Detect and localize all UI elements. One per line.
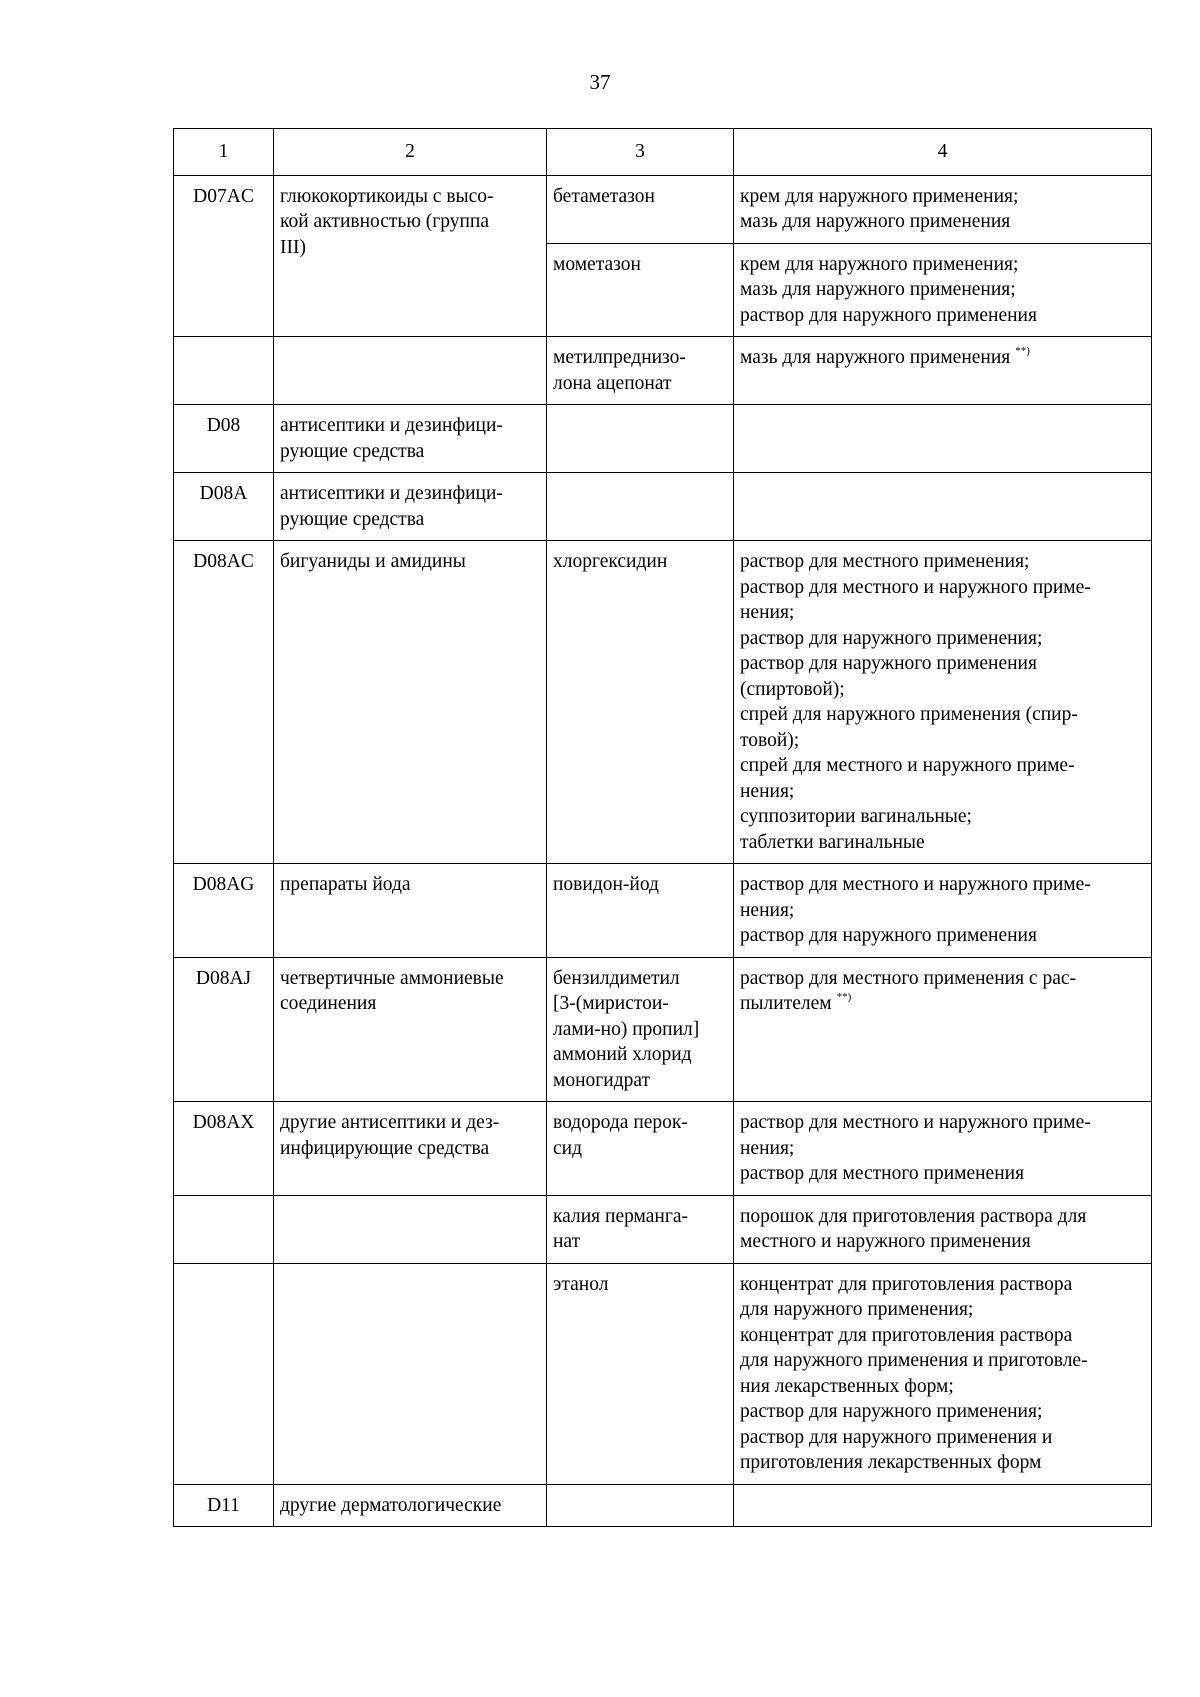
dosage-form-text: спрей для местного и наружного приме- bbox=[740, 755, 1075, 776]
dosage-form-text: раствор для наружного применения bbox=[740, 653, 1037, 674]
dosage-form-text: раствор для наружного применения; bbox=[740, 627, 1043, 649]
dosage-form-text: раствор для наружного применения bbox=[740, 304, 1037, 326]
group-name-line: глюкокортикоиды с высо- bbox=[280, 185, 494, 207]
dosage-form-text: пылителем bbox=[740, 993, 832, 1014]
atc-code-cell bbox=[174, 337, 274, 405]
dosage-form-text: раствор для местного и наружного приме- bbox=[740, 874, 1091, 895]
atc-code-cell: D08 bbox=[174, 405, 274, 473]
dosage-forms-cell bbox=[734, 337, 1152, 405]
dosage-form-line bbox=[740, 702, 1145, 728]
group-name-line: четвертичные аммониевые bbox=[280, 967, 504, 989]
substance-name-cell bbox=[547, 405, 734, 473]
group-name-cell bbox=[274, 337, 547, 405]
dosage-form-line bbox=[740, 872, 1145, 898]
group-name-line: соединения bbox=[280, 993, 377, 1014]
dosage-forms-cell bbox=[734, 1102, 1152, 1196]
dosage-form-text: товой); bbox=[740, 729, 800, 751]
table-row bbox=[174, 864, 1152, 958]
group-name-line: инфицирующие средства bbox=[280, 1137, 490, 1159]
group-name-cell bbox=[274, 1263, 547, 1484]
dosage-form-text: раствор для наружного применения; bbox=[740, 1401, 1043, 1422]
dosage-form-text: таблетки вагинальные bbox=[740, 831, 925, 853]
dosage-form-text: нения; bbox=[740, 899, 795, 921]
dosage-form-line bbox=[740, 1110, 1145, 1136]
dosage-form-line bbox=[740, 728, 1145, 754]
dosage-form-line bbox=[740, 549, 1145, 575]
substance-name-cell bbox=[547, 337, 734, 405]
group-name-line: препараты йода bbox=[280, 874, 411, 895]
table-row bbox=[174, 541, 1152, 864]
dosage-form-text: раствор для местного применения bbox=[740, 1163, 1025, 1184]
header-cell-1: 1 bbox=[174, 129, 274, 176]
dosage-form-line bbox=[740, 303, 1145, 329]
substance-name-cell bbox=[547, 1263, 734, 1484]
substance-name-line: сид bbox=[553, 1137, 583, 1159]
substance-name-cell bbox=[547, 1484, 734, 1527]
group-name-line: III) bbox=[280, 236, 306, 258]
atc-code-cell: D07AC bbox=[174, 175, 274, 337]
drug-table bbox=[173, 128, 1152, 1527]
substance-name-cell bbox=[547, 957, 734, 1102]
group-name-cell bbox=[274, 1195, 547, 1263]
table-body bbox=[174, 175, 1152, 1527]
dosage-form-text: для наружного применения; bbox=[740, 1299, 974, 1320]
group-name-line: рующие средства bbox=[280, 440, 425, 462]
dosage-form-line bbox=[740, 209, 1145, 235]
dosage-form-text: для наружного применения и приготовле- bbox=[740, 1350, 1088, 1371]
table-row bbox=[174, 175, 1152, 243]
substance-name-line: лона ацепонат bbox=[553, 372, 672, 394]
dosage-form-text: суппозитории вагинальные; bbox=[740, 806, 972, 827]
atc-code-cell: D08AG bbox=[174, 864, 274, 958]
dosage-form-line bbox=[740, 966, 1145, 992]
dosage-form-text: раствор для местного и наружного приме- bbox=[740, 576, 1091, 598]
dosage-forms-cell bbox=[734, 1195, 1152, 1263]
dosage-form-line bbox=[740, 1450, 1145, 1476]
dosage-forms-cell bbox=[734, 864, 1152, 958]
dosage-form-text: нения; bbox=[740, 1137, 795, 1159]
footnote-mark: **) bbox=[1015, 345, 1030, 357]
dosage-form-text: мазь для наружного применения bbox=[740, 211, 1011, 232]
dosage-form-line bbox=[740, 991, 1145, 1017]
group-name-line: другие дерматологические bbox=[280, 1494, 502, 1516]
dosage-form-line bbox=[740, 345, 1145, 371]
dosage-form-line bbox=[740, 277, 1145, 303]
atc-code-cell: D11 bbox=[174, 1484, 274, 1527]
dosage-form-line bbox=[740, 1374, 1145, 1400]
group-name-line: другие антисептики и дез- bbox=[280, 1112, 500, 1133]
group-name-cell bbox=[274, 1102, 547, 1196]
dosage-form-line bbox=[740, 830, 1145, 856]
dosage-form-line bbox=[740, 1136, 1145, 1162]
dosage-forms-cell bbox=[734, 1263, 1152, 1484]
group-name-line: антисептики и дезинфици- bbox=[280, 483, 503, 504]
atc-code-cell: D08AC bbox=[174, 541, 274, 864]
substance-name-cell bbox=[547, 1195, 734, 1263]
table-row bbox=[174, 405, 1152, 473]
dosage-forms-cell bbox=[734, 473, 1152, 541]
dosage-form-text: концентрат для приготовления раствора bbox=[740, 1273, 1073, 1295]
dosage-form-text: нения; bbox=[740, 780, 795, 802]
substance-name-line: бензилдиметил bbox=[553, 967, 680, 989]
group-name-cell bbox=[274, 864, 547, 958]
group-name-line: антисептики и дезинфици- bbox=[280, 415, 503, 436]
dosage-form-line bbox=[740, 1161, 1145, 1187]
dosage-form-text: крем для наружного применения; bbox=[740, 253, 1019, 275]
substance-name-cell bbox=[547, 473, 734, 541]
dosage-form-text: крем для наружного применения; bbox=[740, 185, 1019, 207]
dosage-form-line bbox=[740, 600, 1145, 626]
dosage-forms-cell bbox=[734, 957, 1152, 1102]
dosage-form-text: ния лекарственных форм; bbox=[740, 1375, 954, 1397]
dosage-form-line bbox=[740, 898, 1145, 924]
atc-code-cell bbox=[174, 1263, 274, 1484]
table-row bbox=[174, 957, 1152, 1102]
dosage-form-line bbox=[740, 1204, 1145, 1230]
dosage-form-text: местного и наружного применения bbox=[740, 1231, 1031, 1252]
dosage-form-text: мазь для наружного применения bbox=[740, 347, 1011, 368]
header-cell-3: 3 bbox=[547, 129, 734, 176]
dosage-form-line bbox=[740, 575, 1145, 601]
dosage-forms-cell bbox=[734, 405, 1152, 473]
dosage-form-line bbox=[740, 677, 1145, 703]
dosage-form-line bbox=[740, 804, 1145, 830]
substance-name-cell bbox=[547, 864, 734, 958]
substance-name-line: аммоний хлорид bbox=[553, 1044, 692, 1065]
header-cell-2: 2 bbox=[274, 129, 547, 176]
dosage-form-line bbox=[740, 779, 1145, 805]
group-name-line: кой активностью (группа bbox=[280, 211, 490, 232]
substance-name-line: калия перманга- bbox=[553, 1205, 689, 1227]
dosage-form-text: мазь для наружного применения; bbox=[740, 279, 1016, 300]
group-name-cell bbox=[274, 405, 547, 473]
dosage-form-text: приготовления лекарственных форм bbox=[740, 1452, 1042, 1473]
group-name-cell bbox=[274, 1484, 547, 1527]
table-row bbox=[174, 337, 1152, 405]
substance-name-line: бетаметазон bbox=[553, 185, 655, 207]
dosage-form-line bbox=[740, 1272, 1145, 1298]
table-row bbox=[174, 1102, 1152, 1196]
dosage-form-line bbox=[740, 1348, 1145, 1374]
substance-name-line: метилпреднизо- bbox=[553, 347, 686, 368]
group-name-cell bbox=[274, 541, 547, 864]
dosage-form-text: раствор для наружного применения и bbox=[740, 1426, 1053, 1448]
dosage-forms-cell bbox=[734, 175, 1152, 243]
atc-code-cell: D08A bbox=[174, 473, 274, 541]
substance-name-line: водорода перок- bbox=[553, 1112, 688, 1133]
substance-name-line: лами-но) пропил] bbox=[553, 1018, 700, 1040]
dosage-form-text: раствор для наружного применения bbox=[740, 925, 1037, 946]
dosage-form-line bbox=[740, 184, 1145, 210]
dosage-form-line bbox=[740, 1297, 1145, 1323]
dosage-form-line bbox=[740, 252, 1145, 278]
dosage-form-line bbox=[740, 753, 1145, 779]
page-number: 37 bbox=[589, 70, 611, 94]
substance-name-cell bbox=[547, 175, 734, 243]
atc-code-cell: D08AJ bbox=[174, 957, 274, 1102]
dosage-form-line bbox=[740, 651, 1145, 677]
group-name-cell bbox=[274, 175, 547, 337]
substance-name-cell bbox=[547, 243, 734, 337]
dosage-forms-cell bbox=[734, 243, 1152, 337]
substance-name-cell bbox=[547, 1102, 734, 1196]
dosage-form-text: раствор для местного и наружного приме- bbox=[740, 1112, 1091, 1133]
substance-name-line: мометазон bbox=[553, 253, 641, 275]
atc-code-cell bbox=[174, 1195, 274, 1263]
dosage-form-text: раствор для местного применения; bbox=[740, 551, 1030, 572]
dosage-form-line bbox=[740, 1399, 1145, 1425]
table-header-row bbox=[174, 129, 1152, 176]
dosage-form-line bbox=[740, 626, 1145, 652]
substance-name-line: этанол bbox=[553, 1273, 609, 1295]
dosage-form-line bbox=[740, 923, 1145, 949]
substance-name-line: повидон-йод bbox=[553, 874, 659, 895]
dosage-form-line bbox=[740, 1229, 1145, 1255]
substance-name-line: нат bbox=[553, 1231, 581, 1252]
dosage-form-line bbox=[740, 1323, 1145, 1349]
table-row bbox=[174, 473, 1152, 541]
table-row bbox=[174, 1263, 1152, 1484]
group-name-line: бигуаниды и амидины bbox=[280, 551, 466, 572]
dosage-form-text: спрей для наружного применения (спир- bbox=[740, 704, 1078, 725]
header-cell-4: 4 bbox=[734, 129, 1152, 176]
group-name-cell bbox=[274, 473, 547, 541]
substance-name-line: хлоргексидин bbox=[553, 551, 668, 572]
substance-name-line: моногидрат bbox=[553, 1069, 651, 1091]
dosage-form-line bbox=[740, 1425, 1145, 1451]
group-name-line: рующие средства bbox=[280, 508, 425, 530]
table-row bbox=[174, 1195, 1152, 1263]
atc-code-cell: D08AX bbox=[174, 1102, 274, 1196]
dosage-form-text: порошок для приготовления раствора для bbox=[740, 1205, 1087, 1227]
substance-name-cell bbox=[547, 541, 734, 864]
substance-name-line: [3-(миристои- bbox=[553, 993, 669, 1014]
dosage-form-text: нения; bbox=[740, 602, 795, 623]
table-row bbox=[174, 1484, 1152, 1527]
group-name-cell bbox=[274, 957, 547, 1102]
dosage-forms-cell bbox=[734, 1484, 1152, 1527]
dosage-form-text: раствор для местного применения с рас- bbox=[740, 967, 1077, 989]
footnote-mark: **) bbox=[836, 991, 852, 1003]
dosage-form-text: концентрат для приготовления раствора bbox=[740, 1324, 1073, 1346]
dosage-forms-cell bbox=[734, 541, 1152, 864]
dosage-form-text: (спиртовой); bbox=[740, 678, 845, 700]
